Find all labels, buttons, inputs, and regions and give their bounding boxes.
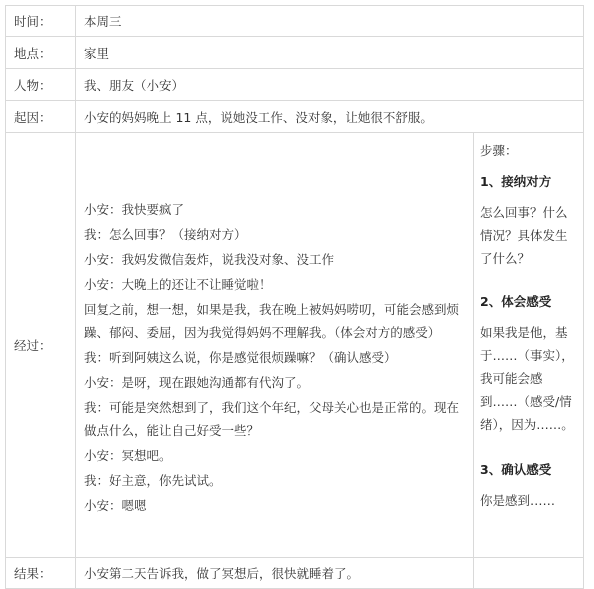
row-time bbox=[6, 6, 584, 37]
time-label: 时间： bbox=[6, 6, 76, 37]
time-value: 本周三 bbox=[76, 6, 584, 37]
dialog-line: 小安：我快要疯了 bbox=[84, 201, 185, 217]
steps-panel bbox=[474, 133, 584, 558]
row-process bbox=[6, 133, 584, 558]
people-label: 人物： bbox=[6, 69, 76, 101]
dialog-block bbox=[84, 198, 465, 517]
dialog-line: 小安：嗯嗯 bbox=[84, 497, 147, 513]
row-place bbox=[6, 37, 584, 69]
result-value: 小安第二天告诉我，做了冥想后，很快就睡着了。 bbox=[76, 558, 474, 589]
steps-heading: 步骤： bbox=[480, 143, 518, 158]
step2-title: 2、体会感受 bbox=[480, 294, 552, 309]
step3-title: 3、确认感受 bbox=[480, 462, 552, 477]
dialog-line: 小安：大晚上的还让不让睡觉啦！ bbox=[84, 276, 272, 292]
result-label: 结果： bbox=[6, 558, 76, 589]
dialog-line: 小安：冥想吧。 bbox=[84, 447, 172, 463]
dialog-line: 我：可能是突然想到了，我们这个年纪，父母关心也是正常的。现在做点什么，能让自己好受一些？ bbox=[84, 399, 460, 438]
dialog-line: 我：怎么回事？（接纳对方） bbox=[84, 226, 247, 242]
row-cause bbox=[6, 101, 584, 133]
process-dialog bbox=[76, 133, 474, 558]
place-label: 地点： bbox=[6, 37, 76, 69]
situation-table bbox=[5, 5, 584, 589]
step1-body: 怎么回事？什么情况？具体发生了什么？ bbox=[480, 205, 568, 266]
step1-title: 1、接纳对方 bbox=[480, 174, 552, 189]
cause-value: 小安的妈妈晚上 11 点，说她没工作、没对象，让她很不舒服。 bbox=[76, 101, 584, 133]
dialog-line: 我：好主意，你先试试。 bbox=[84, 472, 222, 488]
cause-label: 起因： bbox=[6, 101, 76, 133]
process-label: 经过： bbox=[6, 133, 76, 558]
dialog-line: 小安：我妈发微信轰炸，说我没对象、没工作 bbox=[84, 251, 335, 267]
dialog-line: 回复之前，想一想，如果是我，我在晚上被妈妈唠叨，可能会感到烦躁、郁闷、委屈，因为我觉得妈妈不理解我。（体会对方的感受） bbox=[84, 301, 460, 340]
result-empty-cell bbox=[474, 558, 584, 589]
place-value: 家里 bbox=[76, 37, 584, 69]
row-result bbox=[6, 558, 584, 589]
step3-body: 你是感到…… bbox=[480, 493, 556, 508]
dialog-line: 小安：是呀，现在跟她沟通都有代沟了。 bbox=[84, 374, 310, 390]
dialog-line: 我：听到阿姨这么说，你是感觉很烦躁嘛？（确认感受） bbox=[84, 349, 397, 365]
people-value: 我、朋友（小安） bbox=[76, 69, 584, 101]
step2-body: 如果我是他，基于……（事实），我可能会感到……（感受/情绪），因为……。 bbox=[480, 325, 574, 432]
row-people bbox=[6, 69, 584, 101]
